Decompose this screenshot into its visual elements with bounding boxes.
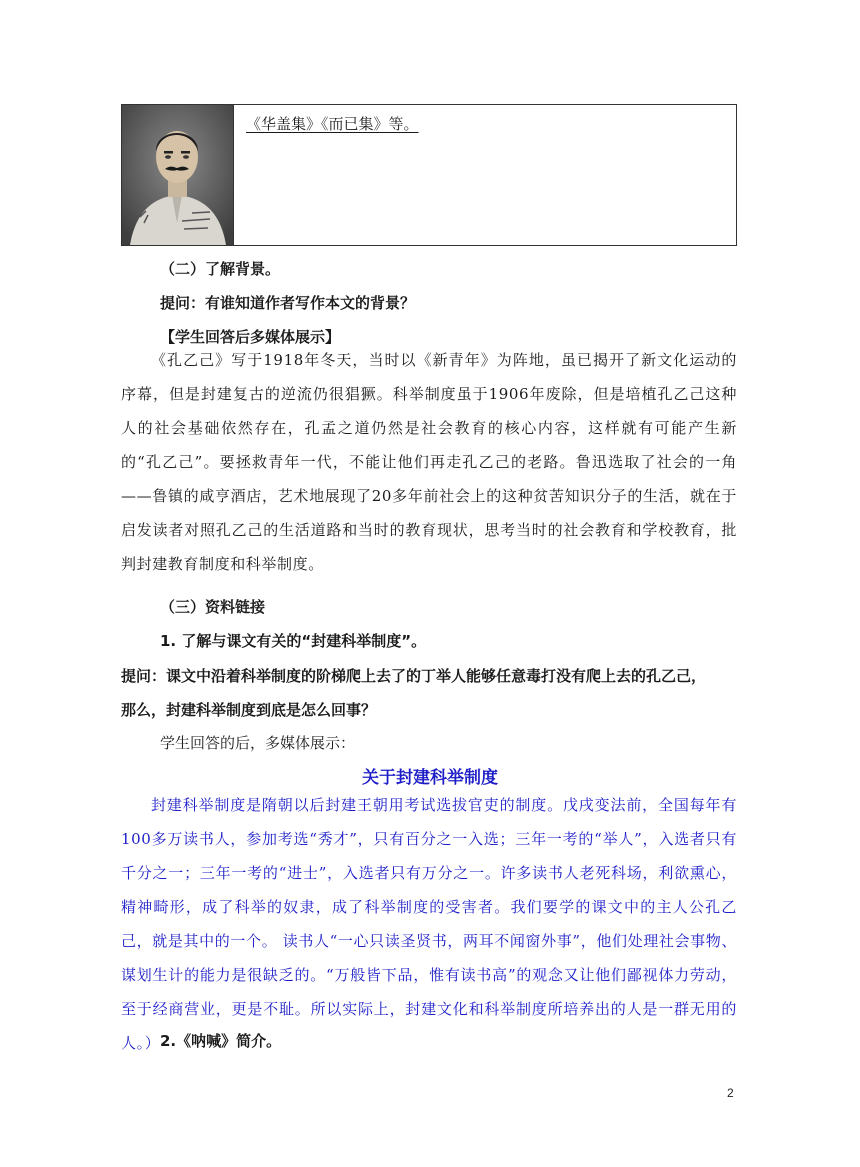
page-number: 2 (727, 1086, 734, 1100)
background-paragraph: 《孔乙己》写于1918年冬天，当时以《新青年》为阵地，虽已揭开了新文化运动的序幕，但是封建复古的逆流仍很猖獗。科举制度虽于1906年废除，但是培植孔乙己这种人的社会基础依然存在，孔孟之道仍然是社会教育的核心内容，这样就有可能产生新的“孔乙己”。要拯救青年一代，不能让他们再走孔乙己的老路。鲁迅选取了社会的一角——鲁镇的咸亨酒店，艺术地展现了20多年前社会上的这种贫苦知识分子的生活，就在于启发读者对照孔乙己的生活道路和当时的教育现状，思考当时的社会教育和学校教育，批判封建教育制度和科举制度。 (121, 351, 737, 573)
author-portrait-photo (122, 105, 234, 245)
material-heading: （三）资料链接 (160, 598, 266, 616)
question-keju-line2: 那么，封建科举制度到底是怎么回事？ (121, 701, 377, 719)
question-keju-line1: 提问：课文中沿着科举制度的阶梯爬上去了的丁举人能够任意毒打没有爬上去的孔乙己， (121, 667, 707, 685)
keju-section-title: 关于封建科举制度 (362, 768, 498, 788)
author-info-table (121, 104, 737, 246)
portrait-image (122, 105, 233, 245)
student-answer-note: 学生回答的后，多媒体展示： (160, 734, 356, 752)
item-keju-heading: 1. 了解与课文有关的“封建科举制度”。 (160, 632, 427, 650)
works-list-text: 《华盖集》《而已集》等。 (246, 115, 419, 133)
keju-paragraph: 封建科举制度是隋朝以后封建王朝用考试选拔官吏的制度。戊戌变法前，全国每年有100多万读书人，参加考选“秀才”，只有百分之一入选；三年一考的“举人”，入选者只有千分之一；三年一考的“进士”，入选者只有万分之一。许多读书人老死科场，利欲熏心，精神畸形，成了科举的奴隶，成了科举制度的受害者。我们要学的课文中的主人公孔乙己，就是其中的一个。 读书人“一心只读圣贤书，两耳不闻窗外事”，他们处理社会事物、谋划生计的能力是很缺乏的。“万般皆下品，惟有读书高”的观念又让他们鄙视体力劳动，至于经商营业，更是不耻。所以实际上，封建文化和科举制度所培养出的人是一群无用的人。） (121, 796, 737, 1052)
question-background: 提问：有谁知道作者写作本文的背景？ (160, 294, 416, 312)
media-display-note: 【学生回答后多媒体展示】 (160, 328, 341, 346)
item-nahan-heading: 2.《呐喊》简介。 (160, 1032, 282, 1050)
background-heading: （二）了解背景。 (160, 260, 281, 278)
